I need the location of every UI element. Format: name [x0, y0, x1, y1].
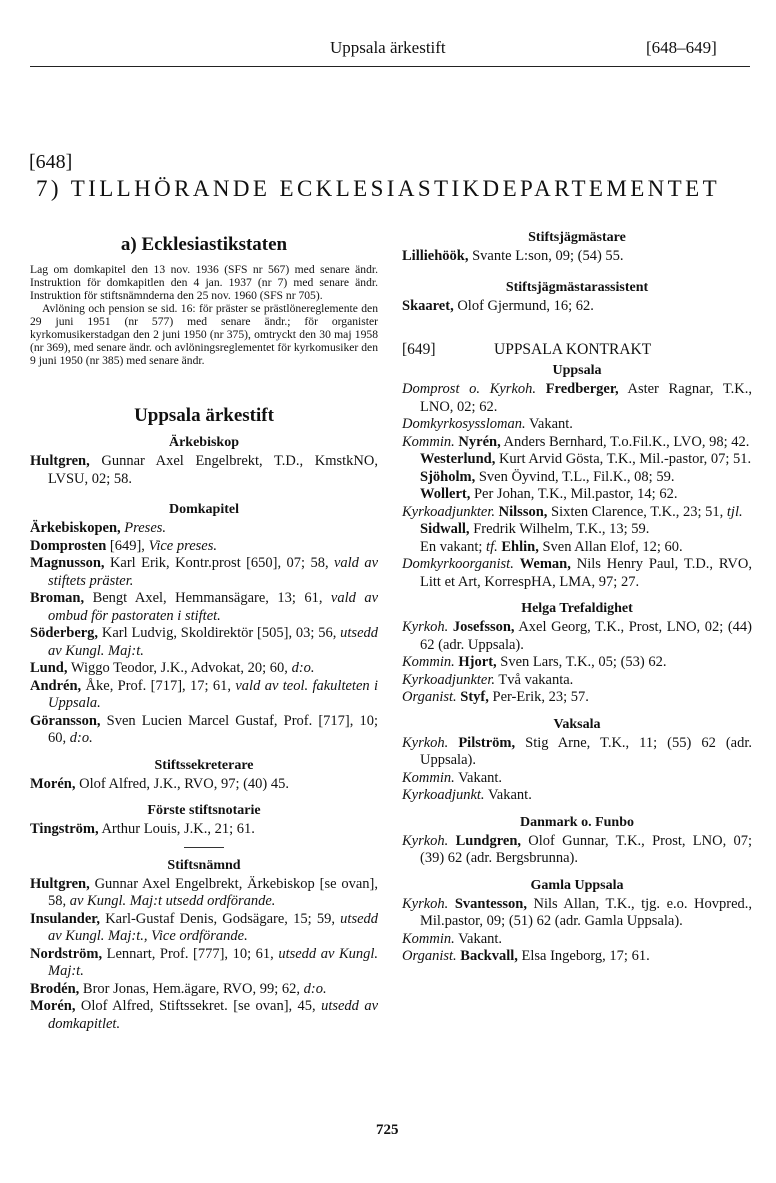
- entry-name: Magnusson,: [30, 555, 105, 571]
- entry-name: Westerlund,: [420, 451, 496, 467]
- entry-role: Kyrkoadjunkter.: [402, 503, 496, 520]
- entry-text: Fredrik Wilhelm, T.K., 13; 59.: [473, 521, 650, 537]
- running-header-pages: [648–649]: [646, 38, 717, 57]
- entry-role: Kommin.: [402, 433, 455, 450]
- entry-text: Olof Gunnar, T.K., Prost, LNO, 07; (39) 62 (adr. Bergsbrunna).: [420, 832, 753, 866]
- entry-text: Åke, Prof. [717], 17; 61,: [85, 677, 232, 694]
- stiftssekreterare-entry: Morén, Olof Alfred, J.K., RVO, 97; (40) 45.: [30, 775, 289, 792]
- entry-text: Vakant.: [458, 769, 503, 786]
- page-number: 725: [376, 1122, 399, 1138]
- entry-name: Fredberger,: [545, 381, 619, 397]
- entry-text: Nils Allan, T.K., tjg. e.o. Hovpred., Mil.pastor, 09; (51) 62 (adr. Gamla Uppsala).: [420, 895, 753, 929]
- parish-list: [402, 363, 752, 966]
- parish-entry: [402, 381, 752, 416]
- entry-italic: d:o.: [291, 660, 315, 676]
- entry-italic: Vice preses.: [148, 537, 218, 554]
- entry-name: Domprosten: [30, 537, 107, 554]
- entry-name: Ehlin,: [501, 538, 539, 555]
- parish-heading: Gamla Uppsala: [530, 877, 624, 893]
- entry-role: Domprost o. Kyrkoh.: [402, 381, 537, 397]
- kontrakt-heading: [402, 341, 752, 359]
- parish-entry: [402, 770, 752, 788]
- entry-name: Backvall,: [460, 948, 518, 964]
- entry-name: Svantesson,: [454, 895, 527, 912]
- parish-entry: [402, 654, 752, 672]
- entry-text: Sven Lars, T.K., 05; (53) 62.: [500, 654, 667, 670]
- domkapitel-entry: [30, 538, 378, 556]
- heading-ecklesiastikstaten: a) Ecklesiastikstaten: [120, 234, 288, 255]
- entry-role: Kyrkoh.: [402, 895, 449, 912]
- entry-role: Kyrkoadjunkter.: [402, 671, 496, 688]
- header-rule: [30, 66, 750, 67]
- entry-text: Bror Jonas, Hem.ägare, RVO, 99; 62,: [82, 980, 301, 997]
- entry-text: Sven Allan Elof, 12; 60.: [542, 538, 683, 555]
- entry-italic: av Kungl. Maj:t utsedd ordförande.: [69, 893, 276, 909]
- entry-text: Vakant.: [529, 416, 573, 432]
- entry-text: Kurt Arvid Gösta, T.K., Mil.-pastor, 07; 51.: [498, 451, 752, 467]
- entry-name: Andrén,: [30, 677, 82, 694]
- right-column: [402, 226, 752, 966]
- entry-name: Göransson,: [30, 712, 101, 729]
- parish-entry: [402, 833, 752, 868]
- kontrakt-title: UPPSALA KONTRAKT: [494, 341, 652, 358]
- entry-name: Insulander,: [30, 910, 100, 927]
- entry-italic: tjl.: [726, 503, 743, 520]
- entry-italic: utsedd av Kungl. Maj:t., Vice ordförande.: [48, 910, 379, 944]
- arkebiskop-entry: Hultgren, Gunnar Axel Engelbrekt, T.D., KmstkNO, LVSU, 02; 58.: [30, 453, 379, 487]
- left-column: [30, 226, 378, 1033]
- entry-italic: utsedd av Kungl. Maj:t.: [48, 625, 379, 659]
- stiftsnamnd-entry: [30, 876, 378, 911]
- stiftsjagmastarassistent-entry: Skaaret, Olof Gjermund, 16; 62.: [402, 297, 594, 314]
- entry-text: Aster Ragnar, T.K., LNO, 02; 62.: [420, 381, 753, 415]
- stiftsnamnd-entry: [30, 946, 378, 981]
- parish-entry: [402, 539, 752, 557]
- department-heading: 7) TILLHÖRANDE ECKLESIASTIKDEPARTEMENTET: [36, 176, 721, 201]
- entry-italic: utsedd av Kungl. Maj:t.: [48, 945, 379, 979]
- entry-role: Domkyrkosyssloman.: [402, 416, 526, 432]
- entry-text: Karl Ludvig, Skoldirektör [505], 03; 56,: [101, 625, 337, 641]
- domkapitel-entry: [30, 713, 378, 748]
- entry-text: Karl-Gustaf Denis, Godsägare, 15; 59,: [105, 910, 335, 927]
- entry-name: Lundgren,: [455, 832, 522, 849]
- domkapitel-entry: [30, 555, 378, 590]
- entry-name: Lund,: [30, 660, 68, 676]
- entry-text: Karl Erik, Kontr.prost [650], 07; 58,: [109, 555, 329, 571]
- domkapitel-entry: [30, 590, 378, 625]
- stiftsnamnd-entry: [30, 911, 378, 946]
- parish-entry: [402, 451, 752, 469]
- entry-italic: vald av stiftets präster.: [48, 555, 379, 589]
- entry-text: Lennart, Prof. [777], 10; 61,: [106, 945, 274, 962]
- running-header-title: Uppsala ärkestift: [330, 38, 446, 57]
- entry-name: Hjort,: [458, 654, 497, 670]
- parish-heading: Helga Trefaldighet: [521, 601, 633, 616]
- diocese-heading: Uppsala ärkestift: [134, 405, 274, 426]
- entry-name: Broman,: [30, 590, 85, 606]
- law-text-1: Lag om domkapitel den 13 nov. 1936 (SFS nr 567) med senare ändr. Instruktion för domkapitlen den 4 jan. 1937 (nr 7) med senare ändr. Instruktion för stiftsnämnderna den 25 nov. 1960 (SFS nr 705).: [30, 263, 378, 302]
- parish-entry: [402, 486, 752, 504]
- entry-name: Morén,: [30, 998, 76, 1014]
- stiftsnamnd-heading: Stiftsnämnd: [167, 857, 241, 873]
- stiftssekreterare-heading: Stiftssekreterare: [154, 757, 254, 773]
- entry-text: Sven Lucien Marcel Gustaf, Prof. [717], 10; 60,: [48, 712, 378, 746]
- parish-entry: [402, 672, 752, 690]
- entry-name: Wollert,: [420, 486, 471, 502]
- entry-name: Nilsson,: [498, 503, 548, 520]
- kontrakt-number: [649]: [402, 341, 436, 358]
- entry-text: [649],: [109, 537, 145, 554]
- entry-text: Elsa Ingeborg, 17; 61.: [521, 948, 650, 964]
- entry-text: Bengt Axel, Hemmansägare, 13; 61,: [92, 590, 323, 606]
- stiftsnamnd-entry: [30, 998, 378, 1033]
- entry-name: Sjöholm,: [420, 468, 476, 485]
- entry-name: Styf,: [460, 689, 489, 705]
- entry-name: Sidwall,: [420, 521, 470, 537]
- entry-italic: utsedd av domkapitlet.: [48, 998, 379, 1032]
- entry-text: Vakant.: [458, 930, 503, 947]
- entry-italic: vald av ombud för pastoraten i stiftet.: [48, 590, 379, 624]
- entry-text: Två vakanta.: [498, 671, 574, 688]
- entry-role: Kommin.: [402, 769, 455, 786]
- entry-name: Söderberg,: [30, 625, 99, 641]
- entry-text: Per-Erik, 23; 57.: [492, 689, 589, 705]
- entry-role: Organist.: [402, 689, 457, 705]
- entry-name: Nordström,: [30, 945, 103, 962]
- parish-heading: Vaksala: [553, 716, 601, 732]
- domkapitel-entry: [30, 678, 378, 713]
- parish-entry: [402, 787, 752, 805]
- section-number: [648]: [29, 151, 73, 173]
- entry-text: Vakant.: [487, 787, 532, 803]
- entry-name: Nyrén,: [458, 433, 501, 450]
- entry-name: Pilström,: [458, 734, 516, 751]
- entry-text: Gunnar Axel Engelbrekt, Ärkebiskop [se ovan], 58,: [48, 875, 378, 909]
- section-divider: [184, 847, 224, 848]
- parish-entry: [402, 504, 752, 522]
- entry-name: Ärkebiskopen,: [30, 520, 121, 536]
- entry-text: Nils Henry Paul, T.D., RVO, Litt et Art, KorrespHA, LMA, 97; 27.: [420, 556, 752, 590]
- parish-entry: [402, 619, 752, 654]
- entry-italic: tf.: [486, 538, 498, 555]
- entry-text: Olof Alfred, Stiftssekret. [se ovan], 45,: [80, 998, 316, 1014]
- entry-role: Kommin.: [402, 654, 455, 670]
- parish-entry: [402, 416, 752, 434]
- domkapitel-list: [30, 520, 378, 748]
- entry-name: Hultgren,: [30, 875, 90, 892]
- parish-entry: [402, 434, 752, 452]
- domkapitel-heading: Domkapitel: [169, 502, 239, 517]
- entry-role: Kyrkoh.: [402, 832, 449, 849]
- arkebiskop-heading: Ärkebiskop: [168, 435, 240, 450]
- stiftsnamnd-entry: [30, 981, 378, 999]
- parish-entry: [402, 689, 752, 707]
- domkapitel-entry: [30, 625, 378, 660]
- entry-role: Kyrkoh.: [402, 734, 449, 751]
- law-text-2: Avlöning och pension se sid. 16: för präster se prästlönereglemente den 29 juni 1951 (nr 577) med senare ändr.; för organister kyrkomusikerstadgan den 2 juni 1950 (nr 375), omtryckt den 30 maj 1958 (nr 369), med senare ändr. och avlöningsreglementet för kyrkomusiker den 9 juni 1950 (nr 385) med senare ändr.: [30, 302, 378, 367]
- parish-entry: [402, 521, 752, 539]
- stiftsnamnd-list: [30, 876, 378, 1034]
- entry-role: Kyrkoadjunkt.: [402, 787, 485, 803]
- stiftsjagmastarassistent-heading: Stiftsjägmästarassistent: [505, 279, 649, 295]
- parish-entry: [402, 735, 752, 770]
- entry-text: Sixten Clarence, T.K., 23; 51,: [551, 503, 724, 520]
- parish-heading: Uppsala: [552, 363, 602, 378]
- parish-entry: [402, 469, 752, 487]
- entry-role: Kyrkoh.: [402, 619, 449, 635]
- entry-text: Per Johan, T.K., Mil.pastor, 14; 62.: [473, 486, 678, 502]
- entry-text: Sven Öyvind, T.L., Fil.K., 08; 59.: [478, 468, 675, 485]
- entry-role: Domkyrkoorganist.: [402, 556, 514, 572]
- entry-text: Wiggo Teodor, J.K., Advokat, 20; 60,: [70, 660, 288, 676]
- entry-role: Kommin.: [402, 930, 455, 947]
- parish-heading: Danmark o. Funbo: [520, 814, 634, 830]
- domkapitel-entry: [30, 660, 378, 678]
- entry-italic: vald av teol. fakulteten i Uppsala.: [48, 677, 379, 711]
- entry-text: En vakant;: [420, 538, 483, 555]
- parish-entry: [402, 931, 752, 949]
- entry-italic: d:o.: [69, 730, 93, 746]
- entry-text: Axel Georg, T.K., Prost, LNO, 02; (44) 62 (adr. Uppsala).: [420, 619, 753, 653]
- entry-name: Josefsson,: [452, 619, 515, 635]
- stiftsjagmastare-heading: Stiftsjägmästare: [528, 230, 626, 245]
- parish-entry: [402, 556, 752, 591]
- entry-text: Stig Arne, T.K., 11; (55) 62 (adr. Uppsala).: [420, 734, 753, 768]
- forste-stiftsnotarie-entry: Tingström, Arthur Louis, J.K., 21; 61.: [30, 821, 255, 837]
- entry-italic: d:o.: [303, 980, 327, 997]
- domkapitel-entry: [30, 520, 378, 538]
- entry-name: Brodén,: [30, 980, 80, 997]
- parish-entry: [402, 896, 752, 931]
- entry-role: Organist.: [402, 948, 457, 964]
- parish-entry: [402, 948, 752, 966]
- stiftsjagmastare-entry: Lilliehöök, Svante L:son, 09; (54) 55.: [402, 248, 624, 264]
- entry-italic: Preses.: [124, 520, 167, 536]
- forste-stiftsnotarie-heading: Förste stiftsnotarie: [147, 803, 261, 818]
- entry-name: Weman,: [519, 556, 571, 572]
- entry-text: Anders Bernhard, T.o.Fil.K., LVO, 98; 42.: [503, 433, 750, 450]
